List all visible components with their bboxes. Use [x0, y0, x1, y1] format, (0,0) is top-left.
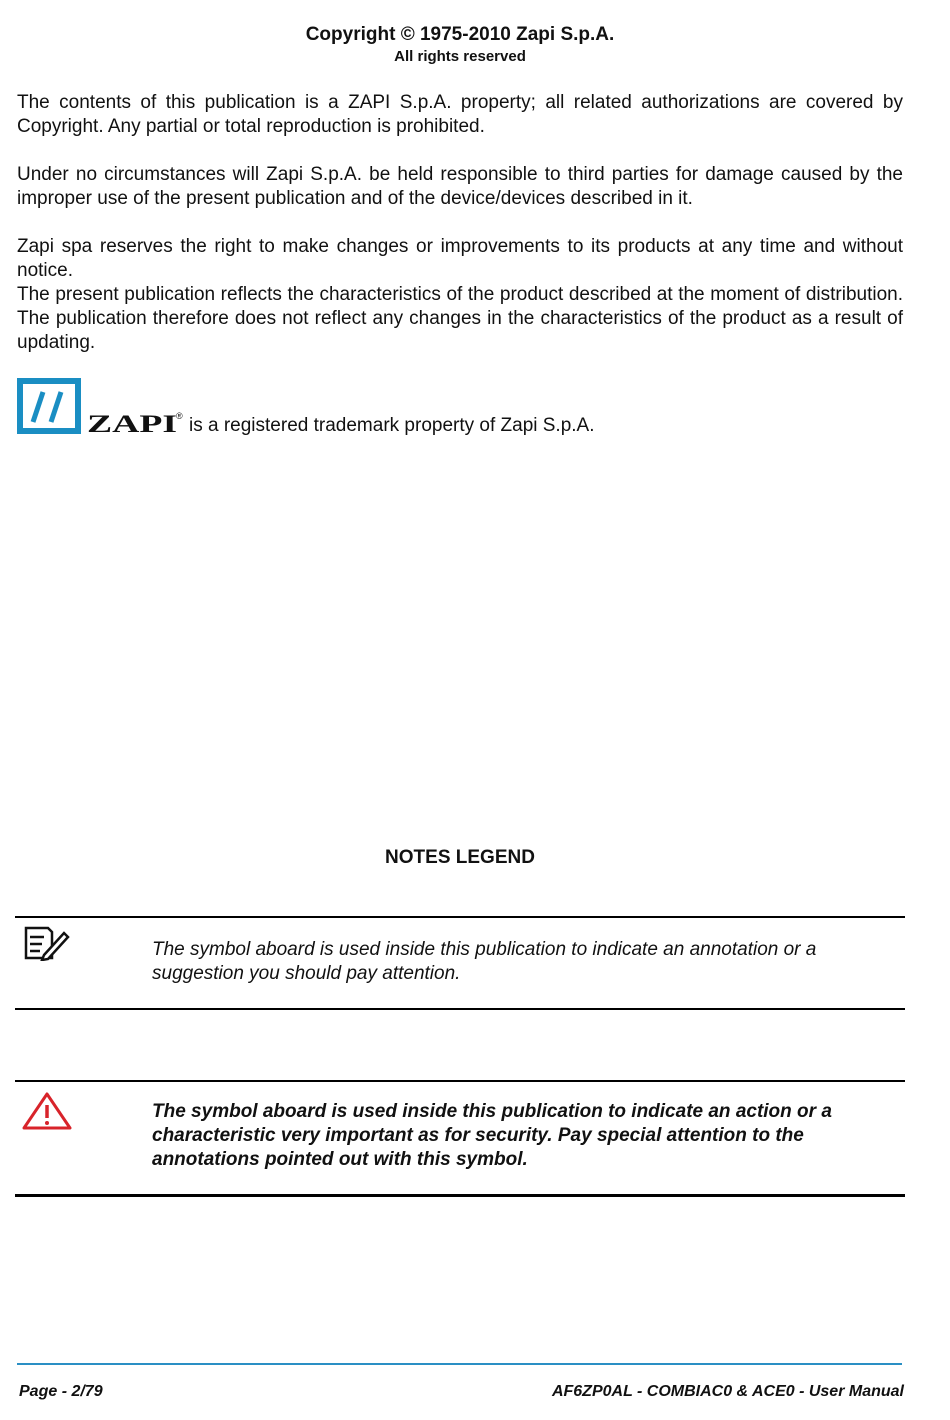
note-pencil-icon [22, 925, 70, 961]
footer-rule [17, 1363, 902, 1365]
svg-text:ZAPI: ZAPI [87, 412, 177, 434]
paragraph-changes: Zapi spa reserves the right to make changes or improvements to its products at any time and without notice. [17, 236, 903, 281]
divider [15, 1008, 905, 1010]
paragraph-liability: Under no circumstances will Zapi S.p.A. be held responsible to third parties for damage caused by the improper use of the present publication and of the device/devices described in it. [17, 164, 903, 209]
paragraph-copyright: The contents of this publication is a ZAPI S.p.A. property; all related authorizations are covered by Copyright. Any partial or total reproduction is prohibited. [17, 92, 903, 137]
copyright-title: Copyright © 1975-2010 Zapi S.p.A. [305, 24, 615, 45]
warning-description: The symbol aboard is used inside this publication to indicate an action or a characteristic very important as for security. Pay special attention to the annotations pointed out with this symbol. [152, 1101, 832, 1170]
rights-reserved: All rights reserved [394, 48, 526, 65]
warning-triangle-icon [21, 1091, 73, 1131]
notes-legend-title: NOTES LEGEND [385, 847, 535, 868]
page-number: Page - 2/79 [19, 1383, 103, 1400]
divider [15, 1080, 905, 1082]
note-description: The symbol aboard is used inside this publication to indicate an annotation or a suggestion you should pay attention. [152, 939, 817, 984]
manual-title: AF6ZP0AL - COMBIAC0 & ACE0 - User Manual [551, 1383, 904, 1400]
zapi-logo-icon [17, 378, 81, 434]
divider [15, 916, 905, 918]
trademark-text: is a registered trademark property of Zapi S.p.A. [189, 415, 595, 436]
paragraph-characteristics: The present publication reflects the characteristics of the product described at the moment of distribution. The publication therefore does not reflect any changes in the characteristics of the product as a result of updating. [17, 284, 903, 353]
zapi-wordmark [87, 412, 179, 434]
divider [15, 1194, 905, 1197]
registered-mark: ® [176, 411, 183, 421]
